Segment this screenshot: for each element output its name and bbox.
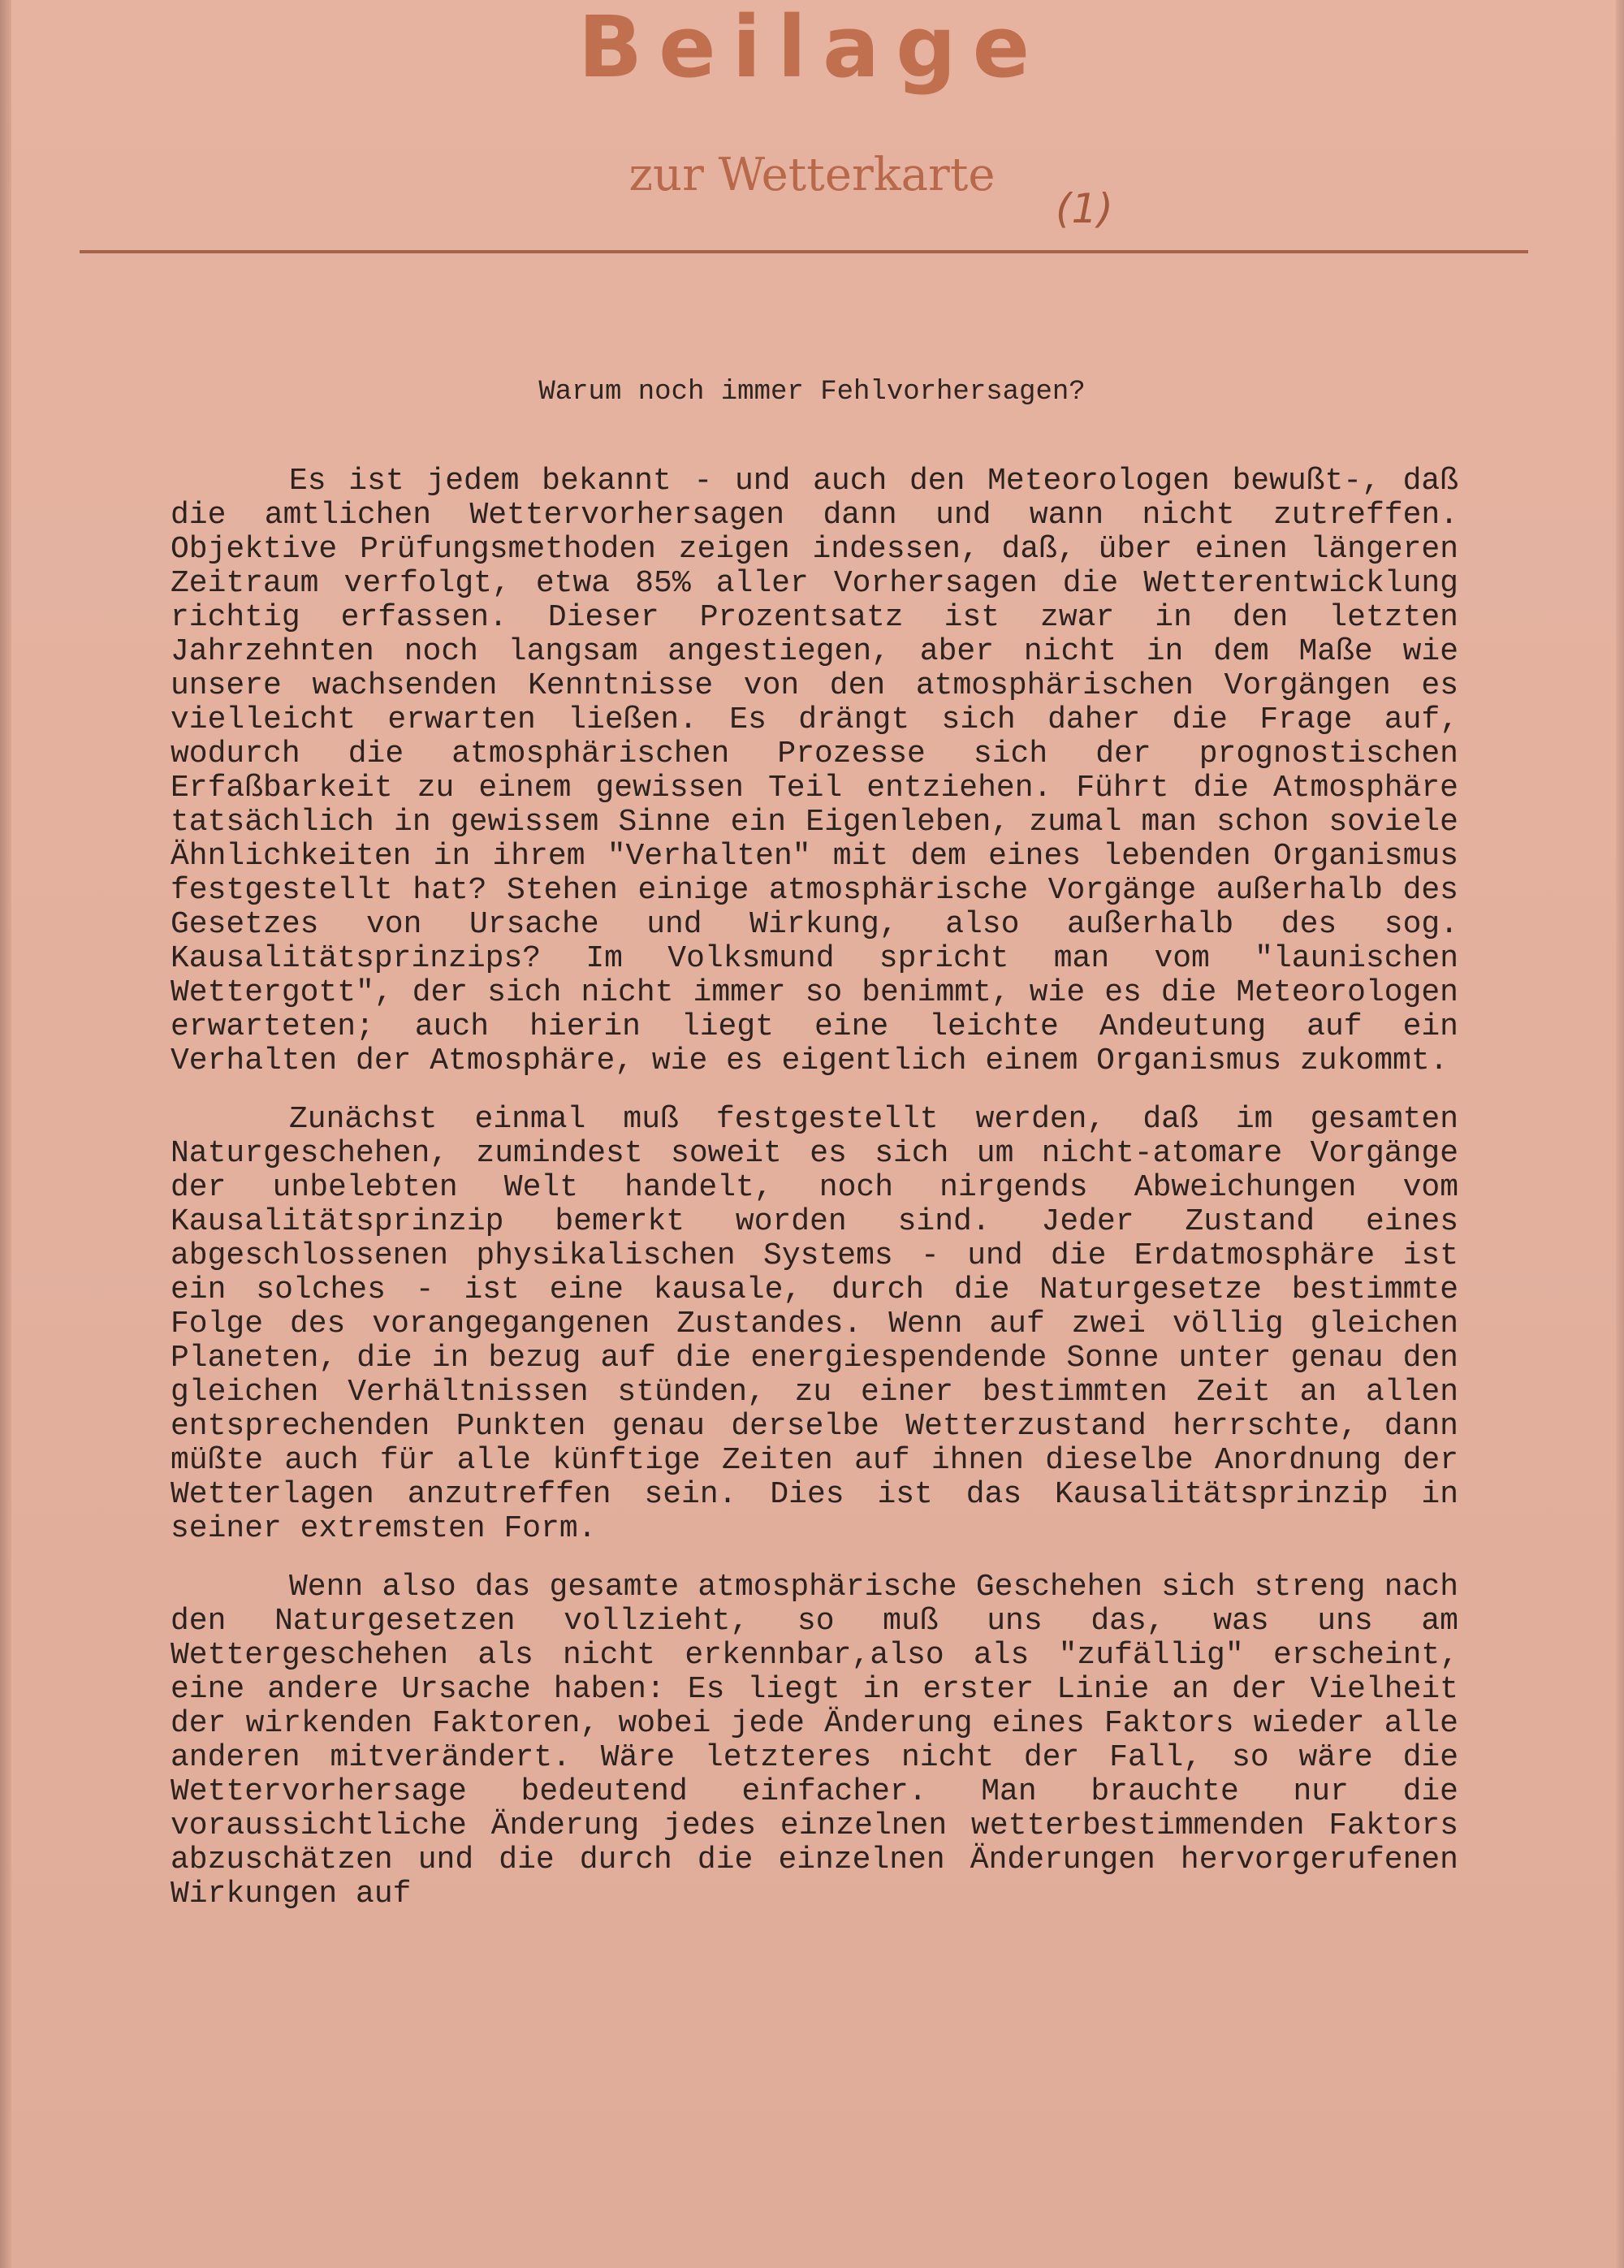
page-right-edge bbox=[1616, 0, 1624, 2268]
article-body bbox=[171, 464, 1458, 1936]
page-left-edge bbox=[0, 0, 11, 2268]
paragraph-3: Wenn also das gesamte atmosphärische Geschehen sich streng nach den Naturgesetzen vollzieht, so muß uns das, was uns am Wettergeschehen als nicht erkennbar,also als "zufällig" erscheint, eine andere Ursache haben: Es liegt in erster Linie an der Vielheit der wirkenden Faktoren, wobei jede Änderung eines Faktors wieder alle anderen mitverändert. Wäre letzteres nicht der Fall, so wäre die Wettervorhersage bedeutend einfacher. Man brauchte nur die voraussichtliche Änderung jedes einzelnen wetterbestimmenden Faktors abzuschätzen und die durch die einzelnen Änderungen hervorgerufenen Wirkungen auf bbox=[171, 1570, 1458, 1912]
article-title: Warum noch immer Fehlvorhersagen? bbox=[538, 377, 1086, 408]
masthead-title: Beilage bbox=[577, 0, 1047, 97]
paragraph-2: Zunächst einmal muß festgestellt werden, daß im gesamten Naturgeschehen, zumindest soweit es sich um nicht-atomare Vorgänge der unbelebten Welt handelt, noch nirgends Abweichungen vom Kausalitätsprinzip bemerkt worden sind. Jeder Zustand eines abgeschlossenen physikalischen Systems - und die Erdatmosphäre ist ein solches - ist eine kausale, durch die Naturgesetze bestimmte Folge des vorangegangenen Zustandes. Wenn auf zwei völlig gleichen Planeten, die in bezug auf die energiespendende Sonne unter genau den gleichen Verhältnissen stünden, zu einer bestimmten Zeit an allen entsprechenden Punkten genau derselbe Wetterzustand herrschte, dann müßte auch für alle künftige Zeiten auf ihnen dieselbe Anordnung der Wetterlagen anzutreffen sein. Dies ist das Kausalitätsprinzip in seiner extremsten Form. bbox=[171, 1102, 1458, 1546]
handwritten-page-mark: (1) bbox=[1056, 185, 1113, 232]
paragraph-1: Es ist jedem bekannt - und auch den Meteorologen bewußt-, daß die amtlichen Wettervorhersagen dann und wann nicht zutreffen. Objektive Prüfungsmethoden zeigen indessen, daß, über einen längeren Zeitraum verfolgt, etwa 85% aller Vorhersagen die Wetterentwicklung richtig erfassen. Dieser Prozentsatz ist zwar in den letzten Jahrzehnten noch langsam angestiegen, aber nicht in dem Maße wie unsere wachsenden Kenntnisse von den atmosphärischen Vorgängen es vielleicht erwarten ließen. Es drängt sich daher die Frage auf, wodurch die atmosphärischen Prozesse sich der prognostischen Erfaßbarkeit zu einem gewissen Teil entziehen. Führt die Atmosphäre tatsächlich in gewissem Sinne ein Eigenleben, zumal man schon soviele Ähnlichkeiten in ihrem "Verhalten" mit dem eines lebenden Organismus festgestellt hat? Stehen einige atmosphärische Vorgänge außerhalb des Gesetzes von Ursache und Wirkung, also außerhalb des sog. Kausalitätsprinzips? Im Volksmund spricht man vom "launischen Wettergott", der sich nicht immer so benimmt, wie es die Meteorologen erwarteten; auch hierin liegt eine leichte Andeutung auf ein Verhalten der Atmosphäre, wie es eigentlich einem Organismus zukommt. bbox=[171, 464, 1458, 1078]
masthead-subtitle: zur Wetterkarte bbox=[628, 149, 996, 201]
masthead-divider bbox=[80, 250, 1528, 253]
